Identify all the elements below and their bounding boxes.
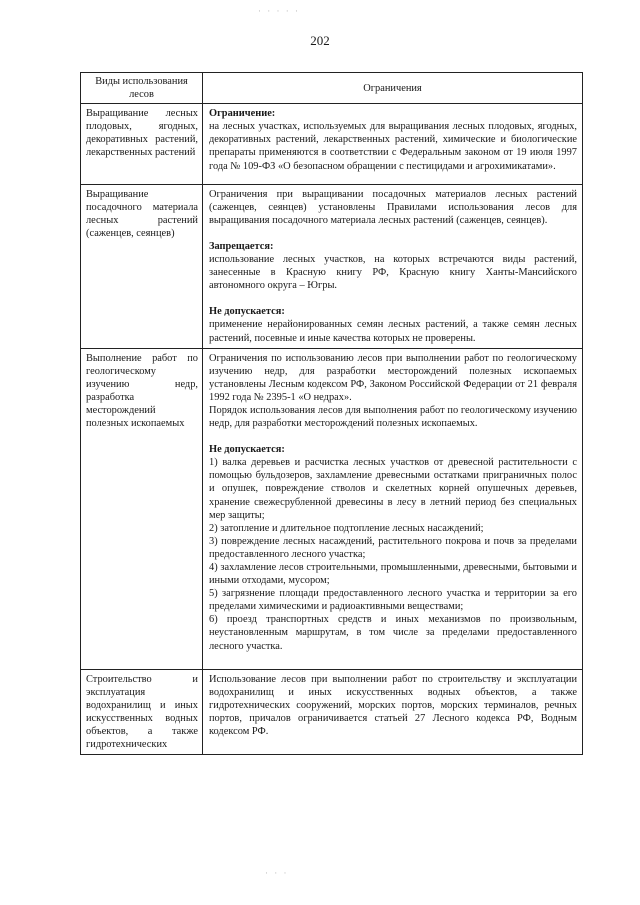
restrictions-cell	[203, 669, 583, 755]
table-row	[81, 104, 583, 184]
forest-use-cell: Выращивание посадочного материала лесных растений (саженцев, сеянцев)	[81, 184, 203, 348]
list-item: 4) захламление лесов строительными, промышленными, древесными, бытовыми и иными отходами, мусором;	[209, 562, 577, 587]
section-text: Ограничения при выращивании посадочных материалов лесных растений (саженцев, сеянцев) установлены Правилами использования лесов для выращивания посадочного материала лесных растений (саженцев, сеянцев).	[209, 188, 577, 226]
list-item: 1) валка деревьев и расчистка лесных участков от древесной растительности с помощью бульдозеров, захламление древесными остатками приграничных полос и опушек, повреждение стволов и скелетных корней опушечных деревьев, хранение свежесрубленной древесины в лесу в летний период без специальных мер защиты;	[209, 457, 577, 521]
table-row	[81, 348, 583, 669]
intro-text: Ограничения по использованию лесов при выполнении работ по геологическому изучению недр, для разработки месторождений полезных ископаемых установлены Лесным кодексом РФ, Законом Российской Федерации от 21 февраля 1992 года № 2395-1 «О недрах».	[209, 352, 577, 403]
section-heading: Не допускается:	[209, 444, 285, 456]
restrictions-cell	[203, 184, 583, 348]
list-item: 2) затопление и длительное подтопление лесных насаждений;	[209, 522, 484, 534]
list-item: 5) загрязнение площади предоставленного лесного участка и территории за его пределами химическими и радиоактивными веществами;	[209, 588, 577, 613]
section-heading: Ограничение:	[209, 108, 276, 120]
section-text: использование лесных участков, на которых встречаются виды растений, занесенные в Красную книгу РФ, Красную книгу Ханты-Мансийского автономного округа – Югры.	[209, 254, 577, 292]
table-header-row	[81, 73, 583, 104]
list-item: 3) повреждение лесных насаждений, растительного покрова и почв за пределами предоставленного лесного участка;	[209, 535, 577, 560]
section-heading: Не допускается:	[209, 306, 285, 318]
section-text: применение нерайонированных семян лесных растений, а также семян лесных растений, посевные и иные качества которых не проверены.	[209, 319, 577, 344]
table-row	[81, 184, 583, 348]
section-text: Использование лесов при выполнении работ по строительству и эксплуатации водохранилищ и иных искусственных водных объектов, а также гидротехнических сооружений, морских портов, морских терминалов, речных портов, причалов ограничивается статьей 27 Лесного кодекса РФ, Водным кодексом РФ.	[209, 673, 577, 738]
forest-use-cell: Выполнение работ по геологическому изучению недр, разработка месторождений полезных ископаемых	[81, 348, 203, 669]
scan-artifact-top: · · · · ·	[258, 6, 300, 16]
page-number: 202	[310, 33, 330, 48]
list-item: 6) проезд транспортных средств и иных механизмов по произвольным, неустановленным маршрутам, в том числе за пределами предоставленного лесного участка.	[209, 614, 577, 652]
section-heading: Запрещается:	[209, 240, 274, 252]
intro-text: Порядок использования лесов для выполнения работ по геологическому изучению недр, для разработки месторождений полезных ископаемых.	[209, 404, 577, 430]
forest-use-cell: Строительство и эксплуатация водохранилищ и иных искусственных водных объектов, а также гидротехнических	[81, 669, 203, 755]
restrictions-cell	[203, 104, 583, 184]
restrictions-cell	[203, 348, 583, 669]
section-text: на лесных участках, используемых для выращивания лесных плодовых, ягодных, декоративных растений, лекарственных растений, химические и биологические препараты применяются в соответствии с Федеральным законом от 19 июля 1997 года № 109-ФЗ «О безопасном обращении с пестицидами и агрохимикатами».	[209, 121, 577, 172]
restrictions-table	[80, 72, 583, 755]
table-row	[81, 669, 583, 755]
forest-use-cell: Выращивание лесных плодовых, ягодных, декоративных растений, лекарственных растений	[81, 104, 203, 184]
column-header-restrictions: Ограничения	[203, 73, 583, 104]
column-header-use: Виды использования лесов	[81, 73, 203, 104]
scan-artifact-bottom: · · ·	[265, 868, 289, 878]
